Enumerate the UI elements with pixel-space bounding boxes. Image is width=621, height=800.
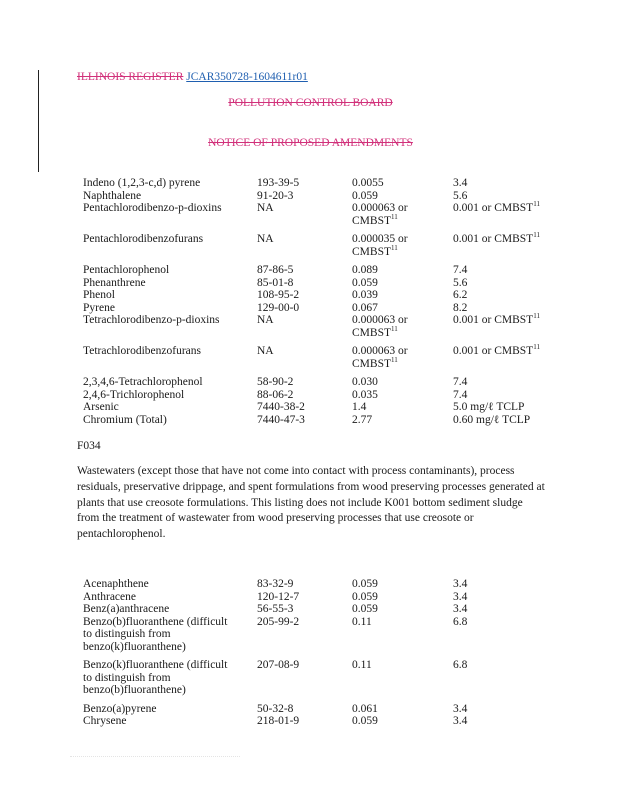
wastewater-value: 0.000063 or: [352, 202, 408, 214]
wastewater-standard: [352, 177, 453, 190]
register-deleted-text: ILLINOIS REGISTER: [77, 71, 184, 83]
table-row: [83, 264, 573, 277]
nonwastewater-value: 0.001 or CMBST: [453, 233, 534, 245]
constituent-name-text: Anthracene: [83, 590, 136, 603]
constituent-name-text: benzo(b)fluoranthene): [83, 684, 186, 696]
wastewater-standard: [352, 703, 453, 716]
constituent-name-text: 2,3,4,6-Tetrachlorophenol: [83, 376, 203, 388]
nonwastewater-standard: [453, 389, 573, 402]
cas-number: 129-00-0: [257, 301, 300, 314]
table-row: [83, 389, 573, 402]
nonwastewater-standard: [453, 659, 573, 703]
constituent-name: [83, 603, 257, 616]
wastewater-value: CMBST: [352, 245, 391, 258]
nonwastewater-value: 5.0 mg/ℓ TCLP: [453, 401, 525, 413]
wastewater-standard: [352, 414, 453, 427]
nonwastewater-value: 6.2: [453, 289, 468, 301]
table-row: [83, 591, 573, 604]
wastewater-value: 0.059: [352, 603, 378, 615]
wastewater-value: 0.0055: [352, 177, 384, 189]
wastewater-standard: [352, 264, 453, 277]
cas-number: NA: [257, 202, 274, 214]
wastewater-value: 0.000063 or: [352, 314, 408, 326]
nonwastewater-value: 7.4: [453, 264, 468, 276]
cas-number: 7440-38-2: [257, 401, 305, 413]
constituent-name-text: Benzo(k)fluoranthene (difficult: [83, 659, 228, 671]
nonwastewater-standard: [453, 578, 573, 591]
constituent-name: [83, 715, 257, 728]
wastewater-value: 0.061: [352, 702, 378, 715]
nonwastewater-value: 6.8: [453, 615, 468, 628]
wastewater-value: 0.059: [352, 276, 378, 289]
nonwastewater-standard: [453, 202, 573, 233]
nonwastewater-value: 3.4: [453, 715, 468, 727]
constituent-name: [83, 401, 257, 414]
nonwastewater-standard: [453, 703, 573, 716]
nonwastewater-standard: [453, 414, 573, 427]
nonwastewater-value: 3.4: [453, 590, 468, 603]
constituent-name: [83, 233, 257, 264]
nonwastewater-standard: [453, 314, 573, 345]
cas-number: 88-06-2: [257, 388, 294, 401]
nonwastewater-standard: [453, 616, 573, 660]
constituent-name-text: Chrysene: [83, 715, 127, 727]
constituent-name-text: Pentachlorophenol: [83, 264, 170, 276]
constituent-name: [83, 177, 257, 190]
cas-number: 193-39-5: [257, 177, 300, 189]
wastewater-standard: [352, 401, 453, 414]
wastewater-value: 0.000063 or: [352, 345, 408, 357]
wastewater-value: 0.089: [352, 264, 378, 276]
nonwastewater-standard: [453, 233, 573, 264]
cas-number: 205-99-2: [257, 615, 300, 628]
constituent-name-text: Benzo(b)fluoranthene (difficult: [83, 615, 228, 628]
nonwastewater-value: 0.001 or CMBST: [453, 314, 534, 326]
wastewater-value: 1.4: [352, 401, 367, 413]
constituent-name: [83, 414, 257, 427]
constituent-name: [83, 578, 257, 591]
wastewater-standard: [352, 389, 453, 402]
constituents-table-1: [83, 177, 573, 426]
wastewater-standard: [352, 659, 453, 703]
cas-number: 87-86-5: [257, 264, 294, 276]
constituent-name: [83, 345, 257, 376]
nonwastewater-standard: [453, 591, 573, 604]
constituent-name-text: Arsenic: [83, 401, 119, 413]
constituent-name-text: 2,4,6-Trichlorophenol: [83, 388, 185, 401]
nonwastewater-value: 0.001 or CMBST: [453, 345, 534, 357]
constituent-name: [83, 389, 257, 402]
wastewater-value: 0.059: [352, 189, 378, 202]
footnote-marker: 11: [533, 343, 540, 352]
nonwastewater-value: 3.4: [453, 603, 468, 615]
footnote-marker: 11: [391, 324, 398, 333]
table-row: [83, 603, 573, 616]
table-row: [83, 277, 573, 290]
nonwastewater-standard: [453, 289, 573, 302]
wastewater-standard: [352, 591, 453, 604]
constituent-name-text: to distinguish from: [83, 671, 171, 684]
table-row: [83, 289, 573, 302]
board-header: POLLUTION CONTROL BOARD: [228, 97, 393, 109]
waste-code: F034: [77, 440, 101, 452]
change-bar: [38, 70, 39, 172]
nonwastewater-standard: [453, 376, 573, 389]
constituent-name: [83, 659, 257, 703]
wastewater-standard: [352, 314, 453, 345]
wastewater-value: 0.059: [352, 578, 378, 590]
register-header: [77, 71, 308, 83]
cas-number: 218-01-9: [257, 715, 300, 727]
wastewater-value: 0.059: [352, 590, 378, 603]
constituent-name-text: Benz(a)anthracene: [83, 603, 170, 615]
table-row: [83, 659, 573, 703]
nonwastewater-value: 0.001 or CMBST: [453, 202, 534, 214]
constituent-name-text: Tetrachlorodibenzofurans: [83, 345, 201, 357]
constituent-name-text: Acenaphthene: [83, 578, 149, 590]
constituent-name-text: Pentachlorodibenzo-p-dioxins: [83, 202, 222, 214]
wastewater-value: 0.11: [352, 615, 372, 628]
wastewater-standard: [352, 202, 453, 233]
nonwastewater-value: 7.4: [453, 376, 468, 388]
nonwastewater-standard: [453, 264, 573, 277]
wastewater-standard: [352, 289, 453, 302]
constituent-name: [83, 289, 257, 302]
nonwastewater-standard: [453, 603, 573, 616]
constituent-name-text: to distinguish from: [83, 628, 171, 640]
nonwastewater-value: 3.4: [453, 177, 468, 189]
footnote-marker: 11: [533, 200, 540, 209]
cas-number: 50-32-8: [257, 702, 294, 715]
wastewater-value: 2.77: [352, 413, 373, 426]
constituent-name-text: Phenanthrene: [83, 276, 146, 289]
constituent-name-text: Pentachlorodibenzofurans: [83, 233, 204, 245]
constituent-name: [83, 591, 257, 604]
wastewater-standard: [352, 277, 453, 290]
wastewater-value: CMBST: [352, 357, 391, 370]
constituents-table-2: [83, 578, 573, 728]
wastewater-value: 0.030: [352, 376, 378, 388]
cas-number: 120-12-7: [257, 590, 300, 603]
nonwastewater-value: 5.6: [453, 189, 468, 202]
nonwastewater-standard: [453, 345, 573, 376]
constituent-name-text: Benzo(a)pyrene: [83, 702, 157, 715]
table-row: [83, 414, 573, 427]
table-row: [83, 703, 573, 716]
constituent-name-text: Pyrene: [83, 301, 115, 314]
constituent-name: [83, 202, 257, 233]
nonwastewater-standard: [453, 401, 573, 414]
table-row: [83, 314, 573, 345]
nonwastewater-value: 3.4: [453, 702, 468, 715]
table-row: [83, 233, 573, 264]
constituent-name: [83, 302, 257, 315]
constituent-name-text: Naphthalene: [83, 189, 142, 202]
cas-number: 58-90-2: [257, 376, 294, 388]
table-row: [83, 190, 573, 203]
constituent-name-text: Phenol: [83, 289, 115, 301]
constituent-name: [83, 277, 257, 290]
wastewater-standard: [352, 616, 453, 660]
footnote-marker: 11: [391, 243, 398, 252]
constituent-name: [83, 376, 257, 389]
wastewater-value: 0.000035 or: [352, 233, 408, 245]
table-row: [83, 177, 573, 190]
constituent-name-text: benzo(k)fluoranthene): [83, 640, 186, 653]
wastewater-value: 0.039: [352, 289, 378, 301]
footnote-marker: 11: [391, 355, 398, 364]
constituent-name-text: Indeno (1,2,3-c,d) pyrene: [83, 177, 201, 189]
table-row: [83, 401, 573, 414]
wastewater-value: 0.11: [352, 659, 372, 671]
wastewater-value: CMBST: [352, 214, 391, 227]
footnote-marker: 11: [533, 231, 540, 240]
cas-number: 83-32-9: [257, 578, 294, 590]
cas-number: NA: [257, 314, 274, 326]
nonwastewater-standard: [453, 277, 573, 290]
wastewater-standard: [352, 376, 453, 389]
cas-number: 7440-47-3: [257, 413, 305, 426]
table-row: [83, 202, 573, 233]
waste-description: Wastewaters (except those that have not come into contact with process contaminants), process residuals, preservative drippage, and spent formulations from wood preserving processes generated at plants that use creosote formulations. This listing does not include K001 bottom sediment sludge from the treatment of wastewater from wood preserving processes that use creosote or pentachlorophenol.: [77, 465, 545, 541]
wastewater-value: CMBST: [352, 326, 391, 339]
constituent-name-text: Chromium (Total): [83, 413, 167, 426]
wastewater-standard: [352, 302, 453, 315]
wastewater-value: 0.035: [352, 388, 378, 401]
table-row: [83, 376, 573, 389]
cas-number: 85-01-8: [257, 276, 294, 289]
cas-number: 91-20-3: [257, 189, 294, 202]
nonwastewater-value: 5.6: [453, 276, 468, 289]
cas-number: 207-08-9: [257, 659, 300, 671]
nonwastewater-value: 0.60 mg/ℓ TCLP: [453, 413, 531, 426]
nonwastewater-standard: [453, 190, 573, 203]
wastewater-standard: [352, 603, 453, 616]
constituent-name: [83, 264, 257, 277]
table-row: [83, 345, 573, 376]
constituent-name: [83, 314, 257, 345]
wastewater-standard: [352, 578, 453, 591]
table-row: [83, 578, 573, 591]
wastewater-standard: [352, 233, 453, 264]
cas-number: NA: [257, 345, 274, 357]
table-row: [83, 715, 573, 728]
nonwastewater-value: 6.8: [453, 659, 468, 671]
footnote-marker: 11: [533, 312, 540, 321]
footnote-marker: 11: [391, 212, 398, 221]
footer-rule: [70, 756, 240, 757]
table-row: [83, 302, 573, 315]
wastewater-standard: [352, 190, 453, 203]
nonwastewater-standard: [453, 715, 573, 728]
nonwastewater-standard: [453, 177, 573, 190]
nonwastewater-standard: [453, 302, 573, 315]
wastewater-standard: [352, 715, 453, 728]
constituent-name: [83, 703, 257, 716]
constituent-name: [83, 616, 257, 660]
constituent-name: [83, 190, 257, 203]
register-inserted-text: JCAR350728-1604611r01: [186, 71, 308, 83]
table-row: [83, 616, 573, 660]
cas-number: NA: [257, 233, 274, 245]
nonwastewater-value: 8.2: [453, 301, 468, 314]
nonwastewater-value: 3.4: [453, 578, 468, 590]
constituent-name-text: Tetrachlorodibenzo-p-dioxins: [83, 314, 220, 326]
wastewater-standard: [352, 345, 453, 376]
wastewater-value: 0.059: [352, 715, 378, 727]
cas-number: 56-55-3: [257, 603, 294, 615]
nonwastewater-value: 7.4: [453, 388, 468, 401]
notice-header: NOTICE OF PROPOSED AMENDMENTS: [208, 137, 413, 149]
wastewater-value: 0.067: [352, 301, 378, 314]
cas-number: 108-95-2: [257, 289, 300, 301]
